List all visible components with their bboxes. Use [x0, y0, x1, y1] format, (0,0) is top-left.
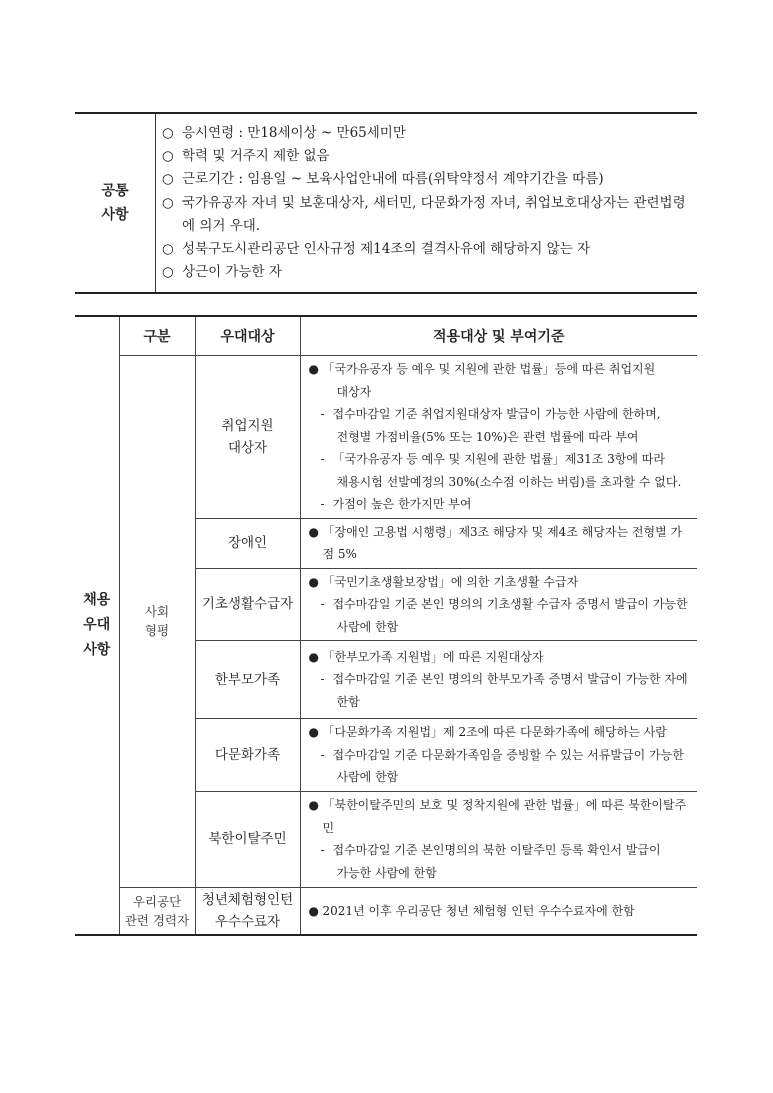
- category-social: 사회 형평: [119, 356, 195, 888]
- circle-icon: ○: [162, 264, 174, 281]
- target-employment: 취업지원 대상자: [195, 356, 300, 519]
- criteria-disabled: ● 「장애인 고용법 시행령」제3조 해당자 및 제4조 해당자는 전형별 가점 5%: [300, 518, 697, 568]
- bullet-icon: ●: [308, 362, 319, 376]
- table-row: [75, 356, 697, 519]
- criteria-youth-intern: ● 2021년 이후 우리공단 청년 체험형 인턴 우수수료자에 한함: [300, 887, 697, 935]
- common-item: ○ 학력 및 거주지 제한 없음: [162, 145, 691, 168]
- criteria-basic-livelihood: ● 「국민기초생활보장법」에 의한 기초생활 수급자 - 접수마감일 기준 본인 명의의 기초생활 수급자 증명서 발급이 가능한 사람에 한함: [300, 568, 697, 641]
- bullet-icon: ●: [308, 798, 319, 812]
- target-youth-intern: 청년체험형인턴 우수수료자: [195, 887, 300, 935]
- criteria-single-parent: ● 「한부모가족 지원법」에 따른 지원대상자 - 접수마감일 기준 본인 명의의 한부모가족 증명서 발급이 가능한 자에 한함: [300, 641, 697, 719]
- target-north-korean-defector: 북한이탈주민: [195, 791, 300, 887]
- bullet-icon: ●: [308, 903, 319, 918]
- category-related-experience: 우리공단 관련 경력자: [119, 887, 195, 935]
- common-item: ○ 국가유공자 자녀 및 보훈대상자, 새터민, 다문화가정 자녀, 취업보호대상자는 관련법령에 의거 우대.: [162, 192, 691, 238]
- criteria-north-korean-defector: ● 「북한이탈주민의 보호 및 정착지원에 관한 법률」에 따른 북한이탈주민 - 접수마감일 기준 본인명의의 북한 이탈주민 등록 확인서 발급이 가능한 사람에 한함: [300, 791, 697, 887]
- bullet-icon: ●: [308, 725, 319, 739]
- header-category: 구분: [119, 316, 195, 356]
- target-basic-livelihood: 기초생활수급자: [195, 568, 300, 641]
- preference-side-label: 채용 우대 사항: [75, 316, 119, 935]
- common-item: ○ 상근이 가능한 자: [162, 261, 691, 284]
- common-label: 공통 사항: [75, 113, 156, 293]
- common-items: [156, 113, 698, 293]
- common-item: ○ 근로기간 : 임용일 ~ 보육사업안내에 따름(위탁약정서 계약기간을 따름): [162, 168, 691, 191]
- bullet-icon: ●: [308, 524, 319, 539]
- circle-icon: ○: [162, 171, 174, 188]
- header-target: 우대대상: [195, 316, 300, 356]
- circle-icon: ○: [162, 125, 174, 141]
- circle-icon: ○: [162, 194, 174, 211]
- target-single-parent: 한부모가족: [195, 641, 300, 719]
- criteria-employment: ● 「국가유공자 등 예우 및 지원에 관한 법률」등에 따른 취업지원 대상자 - 접수마감일 기준 취업지원대상자 발급이 가능한 사람에 한하며, 전형별 가점비율(5% 또는 10%)은 관련 법률에 따라 부여 - 「국가유공자 등 예우 및 지원에 관한 법률」제31조 3항에 따라 채용시험 선발예정의 30%(소수점 이하는 버림)를 초과할 수 없다. - 가점이 높은 한가지만 부여: [300, 356, 697, 519]
- table-row: [75, 887, 697, 935]
- bullet-icon: ●: [308, 574, 319, 589]
- circle-icon: ○: [162, 241, 174, 258]
- circle-icon: ○: [162, 148, 174, 165]
- preference-table: [75, 315, 697, 936]
- bullet-icon: ●: [308, 649, 319, 664]
- header-criteria: 적용대상 및 부여기준: [300, 316, 697, 356]
- common-requirements-table: [75, 112, 697, 294]
- target-multicultural: 다문화가족: [195, 719, 300, 792]
- common-item: ○ 응시연령 : 만18세이상 ~ 만65세미만: [162, 122, 691, 145]
- common-item: ○ 성북구도시관리공단 인사규정 제14조의 결격사유에 해당하지 않는 자: [162, 238, 691, 261]
- target-disabled: 장애인: [195, 518, 300, 568]
- criteria-multicultural: ● 「다문화가족 지원법」제 2조에 따른 다문화가족에 해당하는 사람 - 접수마감일 기준 다문화가족임을 증빙할 수 있는 서류발급이 가능한 사람에 한함: [300, 719, 697, 792]
